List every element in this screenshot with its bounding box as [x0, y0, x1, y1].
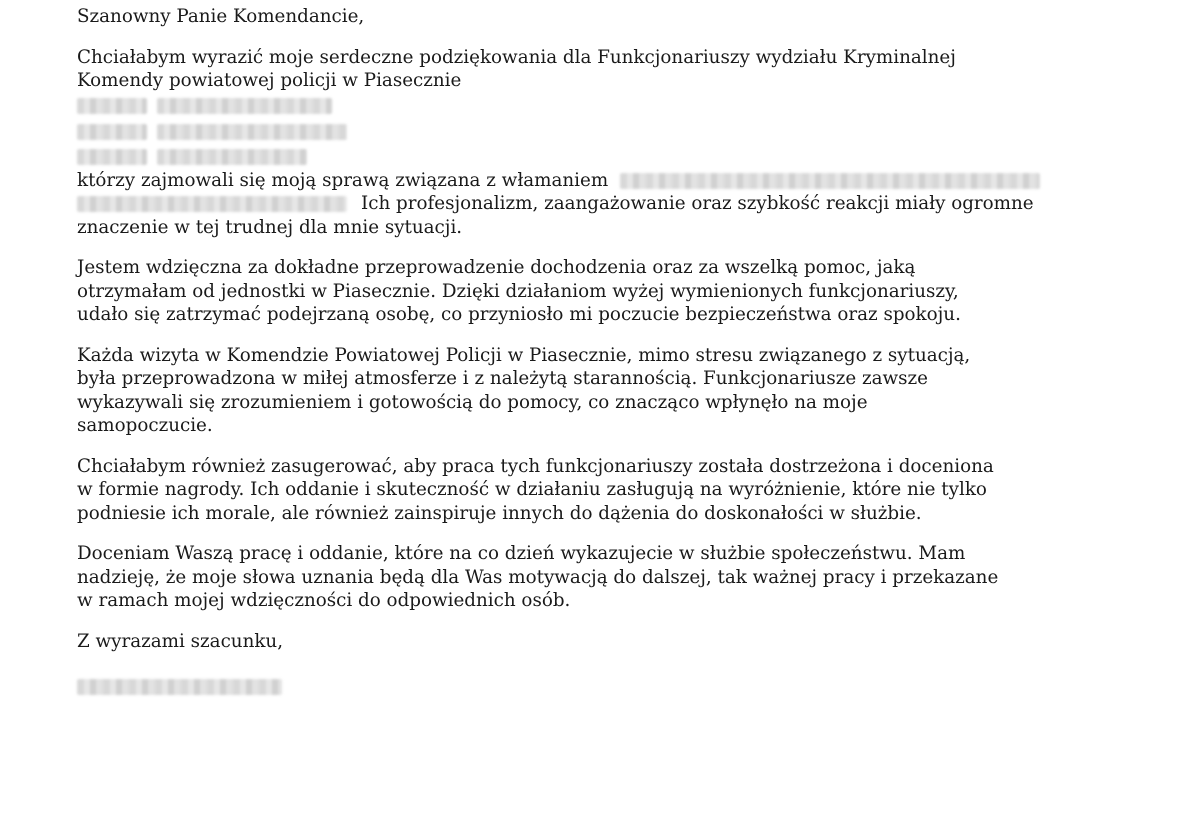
- redacted-block: [157, 124, 347, 140]
- paragraph-2-text: Ich profesjonalizm, zaangażowanie oraz szybkość reakcji miały ogromne: [361, 193, 1034, 214]
- paragraph-4-line-4: samopoczucie.: [77, 415, 213, 436]
- redacted-block: [157, 149, 307, 165]
- paragraph-3-line-3: udało się zatrzymać podejrzaną osobę, co przyniosło mi poczucie bezpieczeństwa oraz spokoju.: [77, 304, 961, 325]
- redacted-block: [157, 98, 332, 114]
- redacted-signature: [77, 675, 1137, 699]
- paragraph-5-line-1: Chciałabym również zasugerować, aby praca tych funkcjonariuszy została dostrzeżona i doceniona: [77, 455, 994, 477]
- paragraph-5-line-3: podniesie ich morale, ale również zainspiruje innych do dążenia do doskonałości w służbie.: [77, 502, 922, 524]
- redacted-block: [77, 98, 147, 114]
- redacted-block: [620, 173, 1040, 189]
- paragraph-2-line-2: [77, 192, 1137, 216]
- paragraph-6-line-2: nadzieję, że moje słowa uznania będą dla Was motywacją do dalszej, tak ważnej pracy i przekazane: [77, 566, 999, 588]
- paragraph-2-text: którzy zajmowali się moją sprawą związana z włamaniem: [77, 169, 609, 191]
- letter-body: [77, 5, 1137, 699]
- paragraph-1-line-2: Komendy powiatowej policji w Piasecznie: [77, 70, 462, 91]
- redacted-block: [77, 196, 347, 212]
- paragraph-3-line-1: Jestem wdzięczna za dokładne przeprowadzenie dochodzenia oraz za wszelką pomoc, jaką: [77, 257, 916, 278]
- paragraph-2-line-3: znaczenie w tej trudnej dla mnie sytuacji.: [77, 216, 463, 238]
- redacted-block: [77, 149, 147, 165]
- paragraph-4-line-3: wykazywali się zrozumieniem i gotowością do pomocy, co znacząco wpłynęło na moje: [77, 391, 868, 413]
- paragraph-1-line-1: Chciałabym wyrazić moje serdeczne podziękowania dla Funkcjonariuszy wydziału Kryminalnej: [77, 46, 956, 68]
- paragraph-4-line-2: była przeprowadzona w miłej atmosferze i z należytą starannością. Funkcjonariusze zawsze: [77, 368, 928, 389]
- redacted-officer-3: [77, 145, 1137, 169]
- redacted-block: [77, 679, 282, 695]
- salutation: Szanowny Panie Komendancie,: [77, 6, 365, 27]
- paragraph-6-line-3: w ramach mojej wdzięczności do odpowiednich osób.: [77, 590, 571, 611]
- paragraph-6-line-1: Doceniam Waszą pracę i oddanie, które na co dzień wykazujecie w służbie społeczeństwu. Mam: [77, 543, 966, 564]
- paragraph-2-line-1: [77, 169, 1137, 193]
- redacted-officer-2: [77, 120, 1137, 145]
- paragraph-4-line-1: Każda wizyta w Komendzie Powiatowej Policji w Piasecznie, mimo stresu związanego z sytuacją,: [77, 344, 971, 366]
- closing: Z wyrazami szacunku,: [77, 630, 284, 652]
- paragraph-5-line-2: w formie nagrody. Ich oddanie i skuteczność w działaniu zasługują na wyróżnienie, które nie tylko: [77, 479, 987, 500]
- paragraph-3-line-2: otrzymałam od jednostki w Piasecznie. Dzięki działaniom wyżej wymienionych funkcjonariuszy,: [77, 280, 959, 302]
- redacted-block: [77, 124, 147, 140]
- redacted-officer-1: [77, 93, 1137, 120]
